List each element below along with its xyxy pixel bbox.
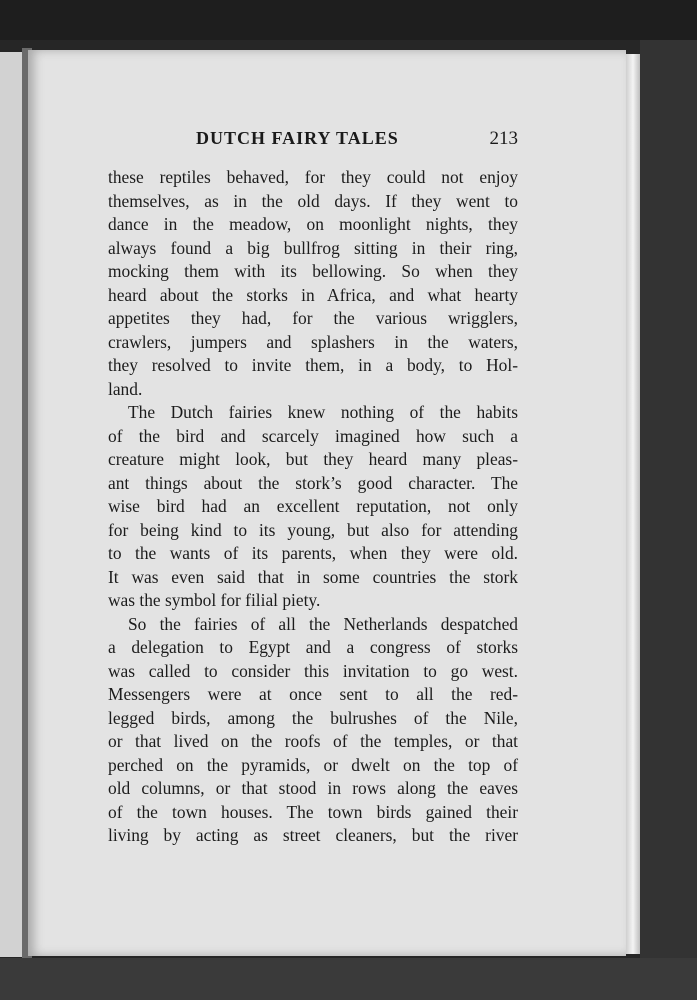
text-line: The Dutch fairies knew nothing of the habits <box>128 402 518 422</box>
text-line: old columns, or that stood in rows along the eaves <box>108 778 518 798</box>
text-line: heard about the storks in Africa, and what hearty <box>108 284 518 305</box>
text-line: was called to consider this invitation to go west. <box>108 660 518 681</box>
book-cover-bottom <box>0 958 697 1000</box>
text-line: wise bird had an excellent reputation, not only <box>108 496 518 516</box>
text-line: they resolved to invite them, in a body, to Hol- <box>108 355 518 375</box>
text-line: living by acting as street cleaners, but the river <box>108 825 518 845</box>
text-line: land. <box>108 378 143 399</box>
page-header <box>108 126 518 152</box>
text-line: to the wants of its parents, when they were old. <box>108 543 518 563</box>
text-line: of the town houses. The town birds gained their <box>108 801 518 822</box>
text-line: a delegation to Egypt and a congress of storks <box>108 637 518 657</box>
page-edges <box>626 54 640 954</box>
text-line: themselves, as in the old days. If they went to <box>108 190 518 211</box>
page-number: 213 <box>489 128 518 149</box>
book-cover-right <box>640 40 697 965</box>
text-line: ant things about the stork’s good character. The <box>108 472 518 493</box>
running-head: DUTCH FAIRY TALES <box>196 128 399 148</box>
book-cover-top <box>0 0 697 40</box>
text-line: or that lived on the roofs of the temples, or that <box>108 731 518 751</box>
text-line: always found a big bullfrog sitting in their ring, <box>108 237 518 258</box>
text-line: of the bird and scarcely imagined how such a <box>108 425 518 446</box>
text-line: was the symbol for filial piety. <box>108 590 321 610</box>
text-line: these reptiles behaved, for they could not enjoy <box>108 167 518 187</box>
text-line: perched on the pyramids, or dwelt on the top of <box>108 754 518 775</box>
text-line: So the fairies of all the Netherlands despatched <box>128 613 518 634</box>
text-line: for being kind to its young, but also for attending <box>108 519 518 540</box>
text-line: crawlers, jumpers and splashers in the waters, <box>108 331 518 352</box>
text-line: appetites they had, for the various wrigglers, <box>108 308 518 328</box>
body-text <box>108 166 518 848</box>
text-line: dance in the meadow, on moonlight nights, they <box>108 214 518 234</box>
text-line: It was even said that in some countries the stork <box>108 566 518 587</box>
text-line: creature might look, but they heard many pleas- <box>108 449 518 469</box>
text-line: Messengers were at once sent to all the red- <box>108 684 518 704</box>
text-line: mocking them with its bellowing. So when they <box>108 261 518 281</box>
text-line: legged birds, among the bulrushes of the Nile, <box>108 707 518 728</box>
